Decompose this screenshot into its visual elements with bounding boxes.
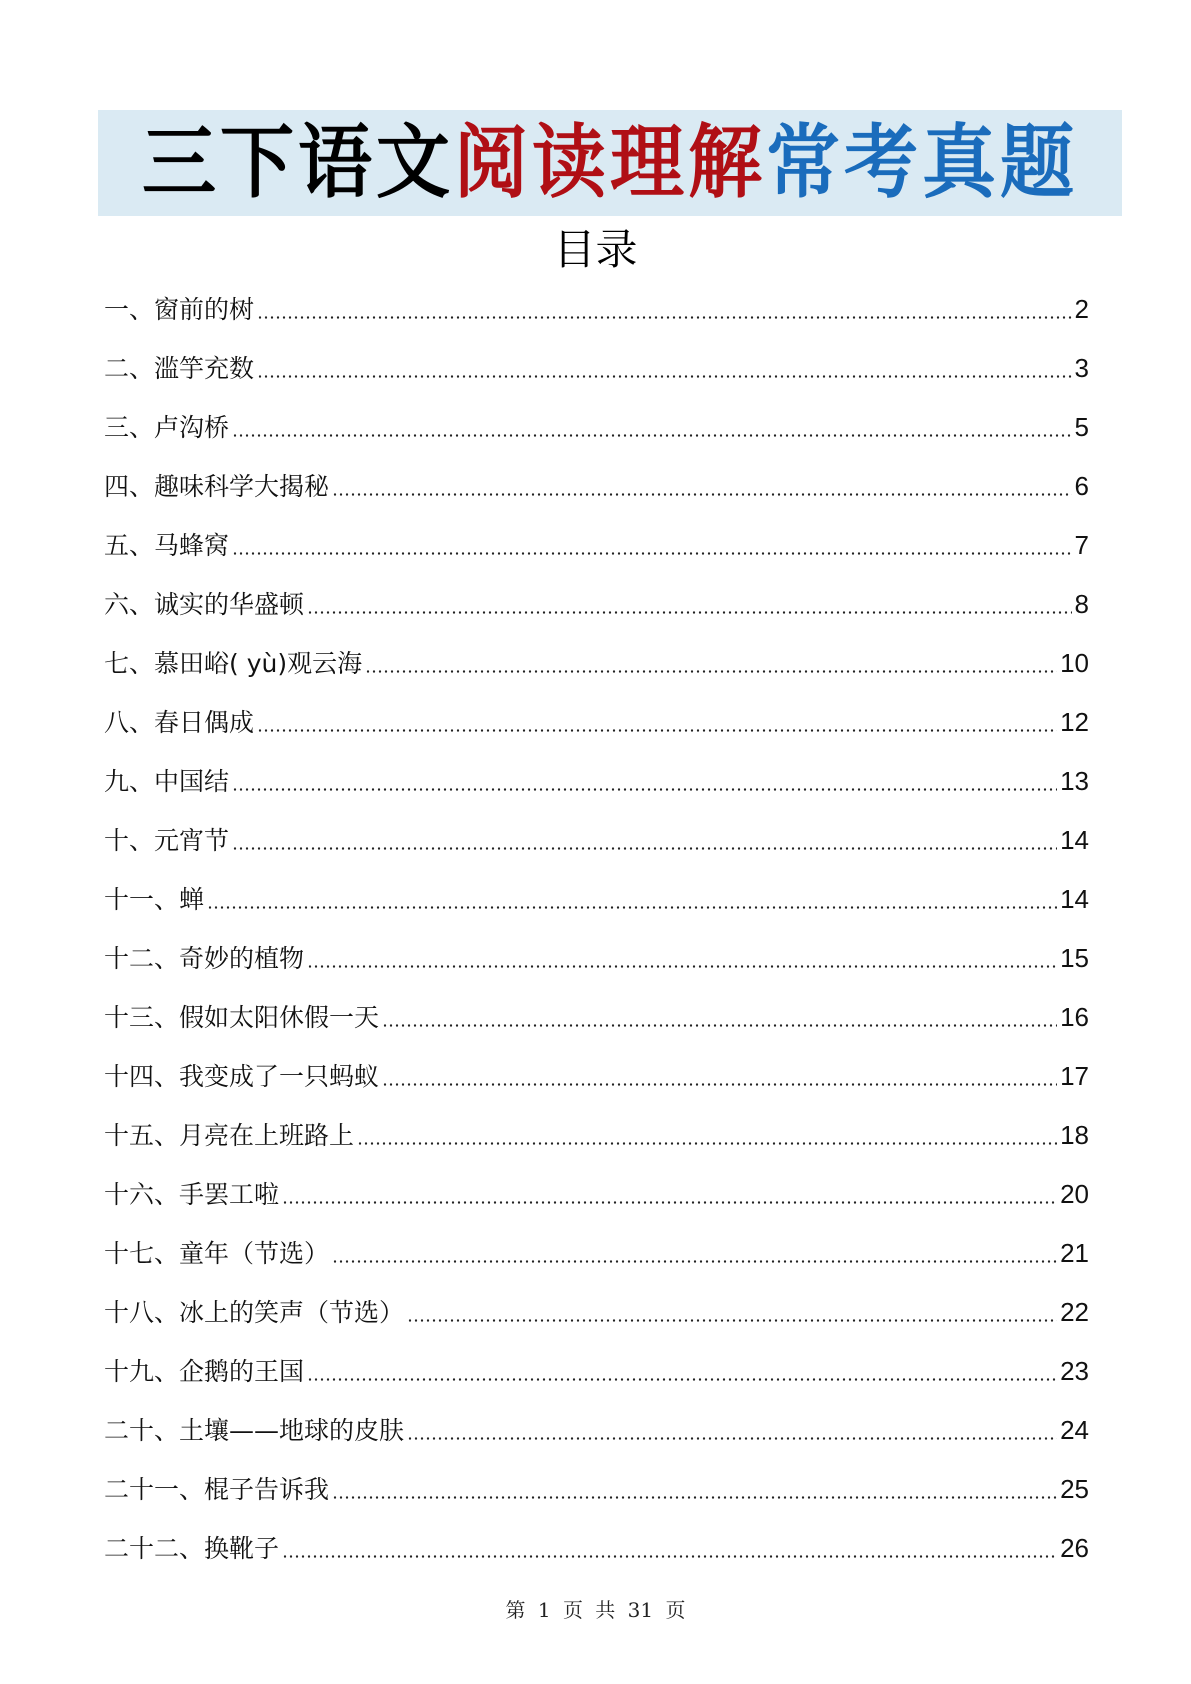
toc-entry[interactable] <box>104 870 1089 929</box>
toc-entry[interactable] <box>104 1342 1089 1401</box>
toc-entry-label[interactable]: 十四、我变成了一只蚂蚁 <box>104 1062 380 1091</box>
dot-leader <box>307 1378 1057 1381</box>
dot-leader <box>382 1083 1057 1086</box>
toc-entry-label[interactable]: 二十二、换靴子 <box>104 1534 280 1563</box>
dot-leader <box>257 316 1072 319</box>
toc-entry-page-number[interactable]: 2 <box>1074 294 1089 324</box>
dot-leader <box>282 1555 1057 1558</box>
toc-entry-label[interactable]: 八、春日偶成 <box>104 708 255 737</box>
toc-entry-page-number[interactable]: 16 <box>1060 1002 1089 1032</box>
toc-entry-label[interactable]: 三、卢沟桥 <box>104 413 230 442</box>
toc-entry-label[interactable]: 四、趣味科学大揭秘 <box>104 472 330 501</box>
toc-entry-page-number[interactable]: 5 <box>1074 412 1089 442</box>
dot-leader <box>332 1260 1057 1263</box>
toc-entry-page-number[interactable]: 12 <box>1060 707 1089 737</box>
toc-entry[interactable] <box>104 634 1089 693</box>
toc-entry[interactable] <box>104 929 1089 988</box>
toc-entry[interactable] <box>104 1224 1089 1283</box>
toc-entry[interactable] <box>104 988 1089 1047</box>
toc-entry[interactable] <box>104 752 1089 811</box>
toc-entry-label[interactable]: 二、滥竽充数 <box>104 354 255 383</box>
toc-entry[interactable] <box>104 457 1089 516</box>
toc-entry-label[interactable]: 十五、月亮在上班路上 <box>104 1121 355 1150</box>
dot-leader <box>365 670 1057 673</box>
toc-entry-label[interactable]: 十九、企鹅的王国 <box>104 1357 305 1386</box>
table-of-contents <box>104 280 1089 1578</box>
dot-leader <box>407 1437 1057 1440</box>
toc-entry-label[interactable]: 十、元宵节 <box>104 826 230 855</box>
toc-entry-page-number[interactable]: 13 <box>1060 766 1089 796</box>
toc-entry-label[interactable]: 九、中国结 <box>104 767 230 796</box>
toc-entry-label[interactable]: 十七、童年（节选） <box>104 1239 330 1268</box>
toc-entry[interactable] <box>104 398 1089 457</box>
toc-entry-page-number[interactable]: 10 <box>1060 648 1089 678</box>
dot-leader <box>282 1201 1057 1204</box>
dot-leader <box>307 965 1057 968</box>
dot-leader <box>407 1319 1057 1322</box>
dot-leader <box>382 1024 1057 1027</box>
document-title <box>142 116 1078 210</box>
dot-leader <box>232 847 1057 850</box>
toc-entry-label[interactable]: 七、慕田峪( yù)观云海 <box>104 649 363 678</box>
dot-leader <box>332 493 1072 496</box>
toc-entry-label[interactable]: 十三、假如太阳休假一天 <box>104 1003 380 1032</box>
toc-entry[interactable] <box>104 1283 1089 1342</box>
toc-entry-page-number[interactable]: 8 <box>1074 589 1089 619</box>
dot-leader <box>257 729 1057 732</box>
toc-entry-label[interactable]: 十八、冰上的笑声（节选） <box>104 1298 405 1327</box>
toc-entry[interactable] <box>104 1106 1089 1165</box>
toc-entry-page-number[interactable]: 25 <box>1060 1474 1089 1504</box>
toc-entry[interactable] <box>104 339 1089 398</box>
toc-entry[interactable] <box>104 693 1089 752</box>
toc-entry[interactable] <box>104 1519 1089 1578</box>
toc-heading: 目录 <box>553 225 638 274</box>
toc-entry-page-number[interactable]: 14 <box>1060 884 1089 914</box>
title-segment-topic: 阅读理解 <box>454 116 766 210</box>
toc-entry-page-number[interactable]: 26 <box>1060 1533 1089 1563</box>
toc-entry-page-number[interactable]: 20 <box>1060 1179 1089 1209</box>
toc-entry[interactable] <box>104 1165 1089 1224</box>
toc-entry[interactable] <box>104 575 1089 634</box>
toc-entry-page-number[interactable]: 21 <box>1060 1238 1089 1268</box>
toc-entry-label[interactable]: 十一、蝉 <box>104 885 205 914</box>
toc-entry-page-number[interactable]: 3 <box>1074 353 1089 383</box>
dot-leader <box>257 375 1072 378</box>
dot-leader <box>207 906 1057 909</box>
toc-entry-page-number[interactable]: 6 <box>1074 471 1089 501</box>
toc-entry-label[interactable]: 五、马蜂窝 <box>104 531 230 560</box>
toc-entry-label[interactable]: 十二、奇妙的植物 <box>104 944 305 973</box>
dot-leader <box>232 434 1072 437</box>
toc-entry-page-number[interactable]: 24 <box>1060 1415 1089 1445</box>
dot-leader <box>307 611 1072 614</box>
toc-entry-label[interactable]: 二十、土壤——地球的皮肤 <box>104 1416 405 1445</box>
toc-entry[interactable] <box>104 516 1089 575</box>
dot-leader <box>332 1496 1057 1499</box>
toc-entry[interactable] <box>104 280 1089 339</box>
toc-entry-page-number[interactable]: 14 <box>1060 825 1089 855</box>
toc-entry[interactable] <box>104 1401 1089 1460</box>
toc-entry-label[interactable]: 十六、手罢工啦 <box>104 1180 280 1209</box>
toc-entry-label[interactable]: 六、诚实的华盛顿 <box>104 590 305 619</box>
dot-leader <box>232 552 1072 555</box>
toc-entry[interactable] <box>104 811 1089 870</box>
toc-entry[interactable] <box>104 1460 1089 1519</box>
toc-entry[interactable] <box>104 1047 1089 1106</box>
toc-entry-page-number[interactable]: 15 <box>1060 943 1089 973</box>
title-segment-type: 常考真题 <box>766 116 1078 210</box>
toc-entry-page-number[interactable]: 22 <box>1060 1297 1089 1327</box>
title-segment-subject: 三下语文 <box>142 116 454 210</box>
title-banner <box>98 110 1122 216</box>
toc-entry-page-number[interactable]: 7 <box>1074 530 1089 560</box>
toc-entry-label[interactable]: 一、窗前的树 <box>104 295 255 324</box>
toc-entry-label[interactable]: 二十一、棍子告诉我 <box>104 1475 330 1504</box>
toc-entry-page-number[interactable]: 23 <box>1060 1356 1089 1386</box>
dot-leader <box>357 1142 1057 1145</box>
toc-entry-page-number[interactable]: 18 <box>1060 1120 1089 1150</box>
dot-leader <box>232 788 1057 791</box>
toc-entry-page-number[interactable]: 17 <box>1060 1061 1089 1091</box>
page-footer: 第 1 页 共 31 页 <box>505 1598 686 1622</box>
